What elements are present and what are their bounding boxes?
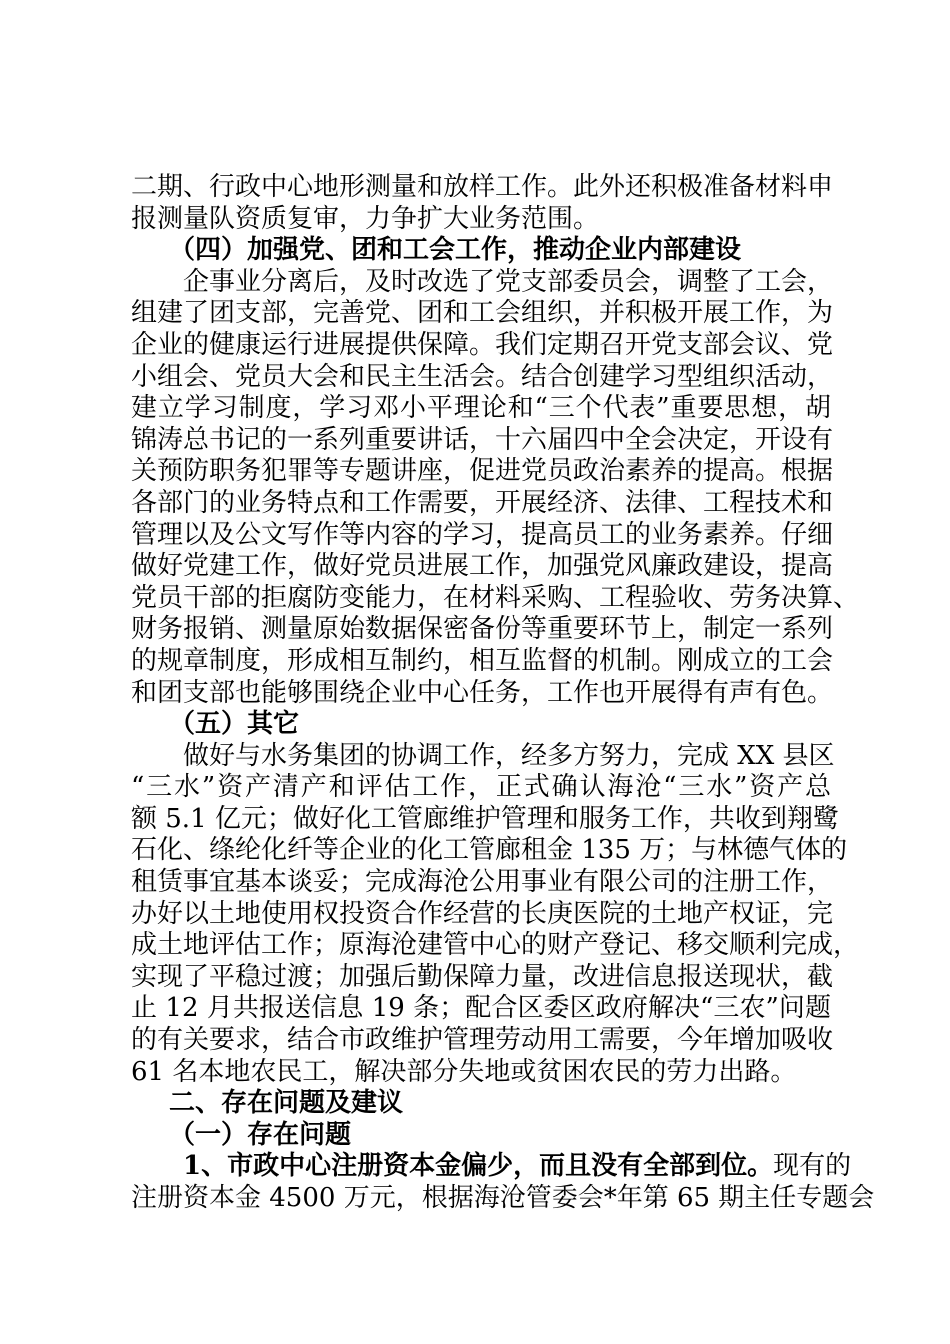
text-line: 和团支部也能够围绕企业中心任务，工作也开展得有声有色。 [131,677,834,708]
text-run: 现有的 [773,1151,852,1182]
text-line: 实现了平稳过渡；加强后勤保障力量，改进信息报送现状，截 [131,961,834,992]
text-line: 财务报销、测量原始数据保密备份等重要环节上，制定一系列 [131,614,834,645]
text-line: 止 12 月共报送信息 19 条；配合区委区政府解决“三农”问题 [131,993,831,1024]
text-line: 的有关要求，结合市政维护管理劳动用工需要，今年增加吸收 [131,1025,834,1056]
text-line: 的规章制度，形成相互制约，相互监督的机制。刚成立的工会 [131,645,834,676]
text-line: 建立学习制度，学习邓小平理论和“三个代表”重要思想，胡 [131,393,831,424]
text-line: 注册资本金 4500 万元，根据海沧管委会*年第 65 期主任专题会 [131,1183,875,1213]
text-line: “三水”资产清产和评估工作，正式确认海沧“三水”资产总 [131,772,831,803]
text-line: 组建了团支部，完善党、团和工会组织，并积极开展工作，为 [131,298,834,329]
text-line: 管理以及公文写作等内容的学习，提高员工的业务素养。仔细 [131,519,834,550]
text-line: 报测量队资质复审，力争扩大业务范围。 [131,203,600,234]
text-line: 小组会、党员大会和民主生活会。结合创建学习型组织活动， [131,361,834,392]
text-line: 二期、行政中心地形测量和放样工作。此外还积极准备材料申 [131,172,834,202]
text-line: 额 5.1 亿元；做好化工管廊维护管理和服务工作，共收到翔鹭 [131,803,839,834]
section-heading: （四）加强党、团和工会工作，推动企业内部建设 [169,235,742,266]
document-body [131,172,875,1215]
text-line: 企业的健康运行进展提供保障。我们定期召开党支部会议、党 [131,329,834,360]
text-line: 党员干部的拒腐防变能力，在材料采购、工程验收、劳务决算、 [131,582,860,613]
section-heading: （五）其它 [169,709,300,740]
section-heading: 二、存在问题及建议 [169,1088,404,1119]
text-line: 61 名本地农民工，解决部分失地或贫困农民的劳力出路。 [131,1056,797,1087]
text-line: 锦涛总书记的一系列重要讲话，十六届四中全会决定，开设有 [131,424,834,455]
text-line [131,1151,852,1183]
text-line: 做好与水务集团的协调工作，经多方努力，完成 XX 县区 [183,740,835,771]
text-line: 企事业分离后，及时改选了党支部委员会，调整了工会， [183,266,834,297]
text-line: 关预防职务犯罪等专题讲座，促进党员政治素养的提高。根据 [131,456,834,487]
text-line: 各部门的业务特点和工作需要，开展经济、法律、工程技术和 [131,487,834,518]
text-line: 成土地评估工作；原海沧建管中心的财产登记、移交顺利完成， [131,930,860,961]
bold-lead-text: 1、市政中心注册资本金偏少，而且没有全部到位。 [183,1151,774,1182]
text-line: 办好以土地使用权投资合作经营的长庚医院的土地产权证，完 [131,898,834,929]
section-heading: （一）存在问题 [169,1119,352,1150]
text-line: 租赁事宜基本谈妥；完成海沧公用事业有限公司的注册工作， [131,867,834,898]
text-line: 做好党建工作，做好党员进展工作，加强党风廉政建设，提高 [131,551,834,582]
text-line: 石化、绦纶化纤等企业的化工管廊租金 135 万；与林德气体的 [131,835,848,866]
